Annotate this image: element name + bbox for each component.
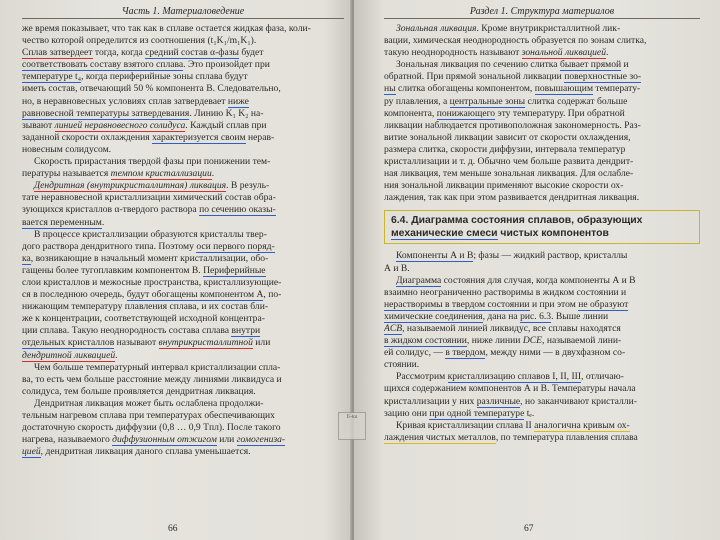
text-line (22, 71, 344, 83)
text-segment: вации, химическая неоднородность образуется по зонам слитка, (384, 35, 647, 47)
text-line (384, 156, 700, 168)
text-segment: , называемой линией ликвидус, все сплавы находятся (402, 322, 621, 334)
underlined-term: аналогична кривым ох- (534, 419, 630, 431)
text-segment: и (621, 59, 629, 71)
text-line (384, 96, 700, 108)
text-segment: тогда, когда (92, 47, 146, 59)
text-line (384, 192, 700, 204)
text-segment: достаточную скорость диффузии (0,8 … 0,9 Tпл). После такого (22, 422, 281, 434)
underlined-term: характеризуется своим (152, 131, 246, 143)
text-segment: А и В. (384, 262, 410, 274)
text-segment: Скорость прирастания твердой фазы при понижении тем- (34, 156, 271, 168)
text-segment: , между ними — в двухфазном со- (485, 347, 626, 359)
text-line (384, 335, 700, 347)
underlined-term: лаждения чистых металлов (384, 431, 496, 443)
text-segment: будет (238, 47, 264, 59)
text-segment: , по температура плавления сплава (495, 431, 638, 443)
underlined-term: диффузионным отжигом (112, 434, 217, 446)
underlined-term: центральные зоны (449, 95, 526, 107)
text-line (22, 362, 344, 374)
text-line (22, 168, 344, 180)
underlined-term: нерастворимы в твердом состоянии (384, 298, 530, 310)
text-segment: , дендритная ликвация даного сплава уменьшается. (40, 446, 251, 458)
text-segment: . (101, 216, 105, 228)
text-segment: зующихся кристаллов α-твердого раствора (22, 204, 200, 216)
text-line (384, 144, 700, 156)
text-segment: . Кроме внутрикристаллитной лик- (476, 23, 621, 34)
text-segment: слитка обогащены компонентом, (395, 83, 535, 95)
text-segment: лаждения, так как при этом развивается дендритная ликвация. (384, 192, 640, 204)
left-page-number: 66 (168, 524, 178, 534)
text-line (22, 434, 344, 446)
text-segment: щихся содержанием компонентов А и В. Температуры начала (384, 383, 636, 395)
text-segment: называют (114, 337, 159, 349)
text-segment: , отличаю- (581, 371, 624, 383)
text-segment: Зональная ликвация (396, 23, 477, 34)
text-segment: Зональная ликвация по сечению слитка (396, 59, 560, 71)
text-segment: , когда периферийные зоны сплава будут (81, 71, 248, 83)
text-line (22, 265, 344, 277)
text-segment: температу- (593, 83, 641, 95)
text-line (22, 120, 344, 132)
text-line (384, 383, 700, 395)
underlined-term: гомогениза- (236, 434, 286, 446)
text-line (384, 311, 700, 323)
right-page-text-top (384, 23, 700, 204)
right-page (354, 0, 720, 540)
left-page-text (22, 23, 344, 458)
text-line (22, 398, 344, 410)
text-segment: , дана на (482, 310, 521, 322)
text-segment: дого раствора дендритного типа. Поэтому (22, 240, 197, 252)
text-line (22, 301, 344, 313)
text-segment: ся в последнюю очередь, (22, 289, 127, 301)
text-line (384, 396, 700, 408)
text-line (22, 23, 344, 35)
text-segment: и при этом (529, 298, 579, 310)
text-segment: но, в неравновесных условиях сплав затвердевает (22, 95, 228, 107)
section-heading-underlined: механические смеси (391, 228, 498, 240)
text-segment: . Каждый сплав при (185, 119, 267, 131)
text-segment: . Линию K₁ K₂ на- (189, 107, 264, 119)
text-line (22, 132, 344, 144)
underlined-term: рис. 6.3 (520, 310, 552, 322)
text-segment: ния зональной ликвации применяют высокие скорости ох- (384, 180, 624, 192)
text-segment: компонента, (384, 107, 437, 119)
text-segment: Чем больше температурный интервал кристаллизации спла- (34, 361, 281, 373)
text-segment: ; фазы — жидкий раствор, кристаллы (473, 250, 628, 262)
text-line (22, 108, 344, 120)
text-line (22, 156, 344, 168)
underlined-term: цией (22, 446, 41, 458)
text-line (384, 35, 700, 47)
text-line (22, 83, 344, 95)
underlined-term: при одной температуре (429, 407, 525, 419)
text-segment: размера слитка, скорости диффузии, интервала температур (384, 143, 626, 155)
underlined-term: Компоненты А и В (396, 250, 474, 262)
text-segment: обратной. При прямой зональной ликвации (384, 71, 565, 83)
text-segment: пературы называется (22, 168, 111, 180)
text-segment: . (606, 47, 609, 59)
text-segment: зацию они (384, 407, 430, 419)
text-line (384, 250, 700, 262)
text-line (22, 374, 344, 386)
underlined-term: поверхностные зо- (564, 71, 642, 83)
text-segment: же к концентрации, соответствующей исходной концентра- (22, 313, 265, 325)
underlined-term: повышающим (534, 83, 594, 95)
text-segment: гащены более тугоплавким компонентом В. (22, 264, 204, 276)
underlined-term: дендритной ликвацией (22, 349, 116, 361)
underlined-term: внутри (231, 325, 261, 337)
underlined-term: не образуют (578, 298, 629, 310)
text-segment: же время показывает, что так как в сплаве остается жидкая фаза, коли- (22, 23, 311, 34)
text-segment: . Это произойдет при (183, 59, 270, 71)
text-line (22, 277, 344, 289)
underlined-term: ACB (384, 322, 403, 334)
underlined-term: оси первого поряд- (196, 240, 275, 252)
text-line (384, 120, 700, 132)
right-page-text-bottom (384, 250, 700, 444)
text-line (384, 299, 700, 311)
text-segment: или (216, 434, 237, 446)
underlined-term: кристаллизацию сплавов I, II, III (447, 371, 582, 383)
text-line (384, 420, 700, 432)
text-line (384, 371, 700, 383)
underlined-term: ка (22, 252, 31, 264)
right-page-number: 67 (524, 524, 534, 534)
text-segment: , но заканчивают кристалли- (520, 395, 637, 407)
text-line (384, 408, 700, 420)
text-line (384, 180, 700, 192)
text-line (384, 59, 700, 71)
text-segment: DCE (522, 335, 543, 347)
text-segment: слитка содержат больше (525, 95, 628, 107)
text-segment: эту температуру. При обратной (495, 107, 625, 119)
text-segment: . Выше линии (551, 310, 609, 322)
text-segment: витие зональной ликвации зависит от скорости охлаждения, (384, 131, 631, 143)
text-segment: нагрева, называемого (22, 434, 113, 446)
underlined-term: внутрикристаллитной (158, 337, 253, 349)
underlined-term: средний состав α-фазы (145, 47, 239, 59)
text-segment: стоянии. (384, 359, 420, 371)
text-line (22, 289, 344, 301)
text-segment: . В резуль- (226, 180, 270, 192)
text-segment: или (252, 337, 271, 349)
text-line (384, 108, 700, 120)
underlined-term: понижающего (436, 107, 496, 119)
text-line (22, 217, 344, 229)
text-line (384, 71, 700, 83)
text-line (384, 359, 700, 371)
section-heading-box (384, 210, 700, 244)
text-segment: новесным солидусом. (22, 143, 112, 155)
left-page (0, 0, 352, 540)
underlined-term: химические соединения (384, 310, 483, 322)
section-heading-line1: 6.4. Диаграмма состояния сплавов, образующих (391, 215, 643, 227)
underlined-term: соответствовать составу взятого сплава (22, 59, 184, 71)
text-line (22, 325, 344, 337)
underlined-term: будут обогащены компонентом А (126, 289, 264, 301)
text-line (384, 347, 700, 359)
text-segment: зывают (22, 119, 55, 131)
underlined-term: ниже (227, 95, 249, 107)
text-line (384, 168, 700, 180)
underlined-term: ны (384, 83, 396, 95)
underlined-term: бывает прямой (559, 59, 622, 71)
library-stamp: Б-ка (338, 412, 366, 440)
underlined-term: Дендритная (внутрикристаллитная) ликвация (34, 180, 227, 192)
text-segment: , возникающие в начальный момент кристаллизации, обо- (30, 252, 269, 264)
text-segment: . (115, 349, 118, 361)
text-line (22, 192, 344, 204)
underlined-term: Периферийные (203, 264, 266, 276)
text-segment: , ниже линии (466, 335, 523, 347)
text-segment: , называемой лини- (542, 335, 622, 347)
underlined-term: в твердом (445, 347, 486, 359)
text-line (22, 337, 344, 349)
underlined-term: по сечению оказы- (199, 204, 276, 216)
text-segment: нерав- (245, 131, 275, 143)
left-page-header: Часть 1. Материаловедение (22, 6, 344, 19)
text-segment: ликвации наблюдается противоположная закономерность. Раз- (384, 119, 641, 131)
text-line (384, 287, 700, 299)
text-line (22, 253, 344, 265)
text-line (384, 23, 700, 35)
text-line (22, 350, 344, 362)
text-segment: ная ликвация, тем меньше зональная ликвация. Для ослабле- (384, 168, 634, 180)
text-segment: нижающим температуру плавления сплава, и их состав бли- (22, 301, 269, 313)
text-line (22, 59, 344, 71)
underlined-term: отдельных кристаллов (22, 337, 115, 349)
text-line (22, 35, 344, 47)
text-line (384, 47, 700, 59)
underlined-term: Сплав затвердеет (22, 47, 93, 59)
text-segment: Кривая кристаллизации сплава II (396, 419, 535, 431)
text-line (22, 144, 344, 156)
text-line (22, 446, 344, 458)
text-segment: иметь состав, отвечающий 50 % компонента В. Следовательно, (22, 83, 281, 95)
text-segment: тельным нагревом сплава при температурах обеспечивающих (22, 410, 275, 421)
section-heading-line2 (391, 227, 693, 240)
text-segment: тате неравновесной кристаллизации химический состав обра- (22, 192, 276, 204)
text-line (22, 47, 344, 59)
text-segment: tₑ. (524, 407, 535, 419)
text-line (22, 204, 344, 216)
text-segment: кристаллизации у них (384, 395, 477, 407)
underlined-term: темпом кристаллизации (110, 168, 212, 180)
text-segment: ва, то есть чем больше расстояние между линиями ликвидуса и (22, 373, 282, 385)
text-segment: кристаллизации и т. д. Обычно чем больше развита дендрит- (384, 156, 634, 168)
text-line (22, 410, 344, 422)
underlined-term: Диаграмма (396, 274, 442, 286)
underlined-term: равновесной температуры затвердевания (22, 107, 190, 119)
text-segment: ру плавления, а (384, 95, 450, 107)
text-segment: . (211, 168, 215, 180)
text-segment: состояния для случая, когда компоненты А и В (441, 274, 636, 286)
text-line (384, 432, 700, 444)
text-segment: взаимно неограниченно растворимы в жидком состоянии и (384, 286, 627, 298)
text-segment: заданной скорости охлаждения (22, 131, 153, 143)
right-page-header: Раздел 1. Структура материалов (384, 6, 700, 19)
underlined-term: зональной ликвацией (521, 47, 606, 59)
text-segment: солидуса, тем больше проявляется дендритная ликвация. (22, 385, 256, 397)
underlined-term: температуре t₄ (22, 71, 82, 83)
text-line (22, 96, 344, 108)
text-segment: слои кристаллов и межосные пространства, кристаллизующие- (22, 276, 282, 288)
text-segment: ей солидус, — (384, 347, 446, 359)
text-segment: В процессе кристаллизации образуются кристаллы твер- (34, 228, 267, 240)
underlined-term: линией неравновесного солидуса (54, 119, 186, 131)
underlined-term: различные (476, 395, 521, 407)
text-line (384, 132, 700, 144)
text-line (22, 313, 344, 325)
text-line (22, 422, 344, 434)
text-line (384, 263, 700, 275)
text-line (22, 241, 344, 253)
text-segment: чество которой определится из соотношения (t₁K₁/m₁K₁). (22, 35, 257, 47)
underlined-term: в жидком состоянии (384, 335, 467, 347)
text-segment: Дендритная ликвация может быть ослаблена продолжи- (34, 397, 264, 409)
text-line (384, 275, 700, 287)
text-line (22, 386, 344, 398)
text-line (384, 323, 700, 335)
text-segment: Рассмотрим (396, 371, 448, 383)
section-heading-rest: чистых компонентов (497, 228, 609, 240)
text-segment: , по- (263, 289, 282, 301)
text-segment: ции сплава. Такую неоднородность состава сплава (22, 325, 232, 337)
text-segment: такую неоднородность называют (384, 47, 522, 59)
text-line (22, 180, 344, 192)
text-line (384, 83, 700, 95)
text-line (22, 229, 344, 241)
underlined-term: вается переменным (22, 216, 102, 228)
